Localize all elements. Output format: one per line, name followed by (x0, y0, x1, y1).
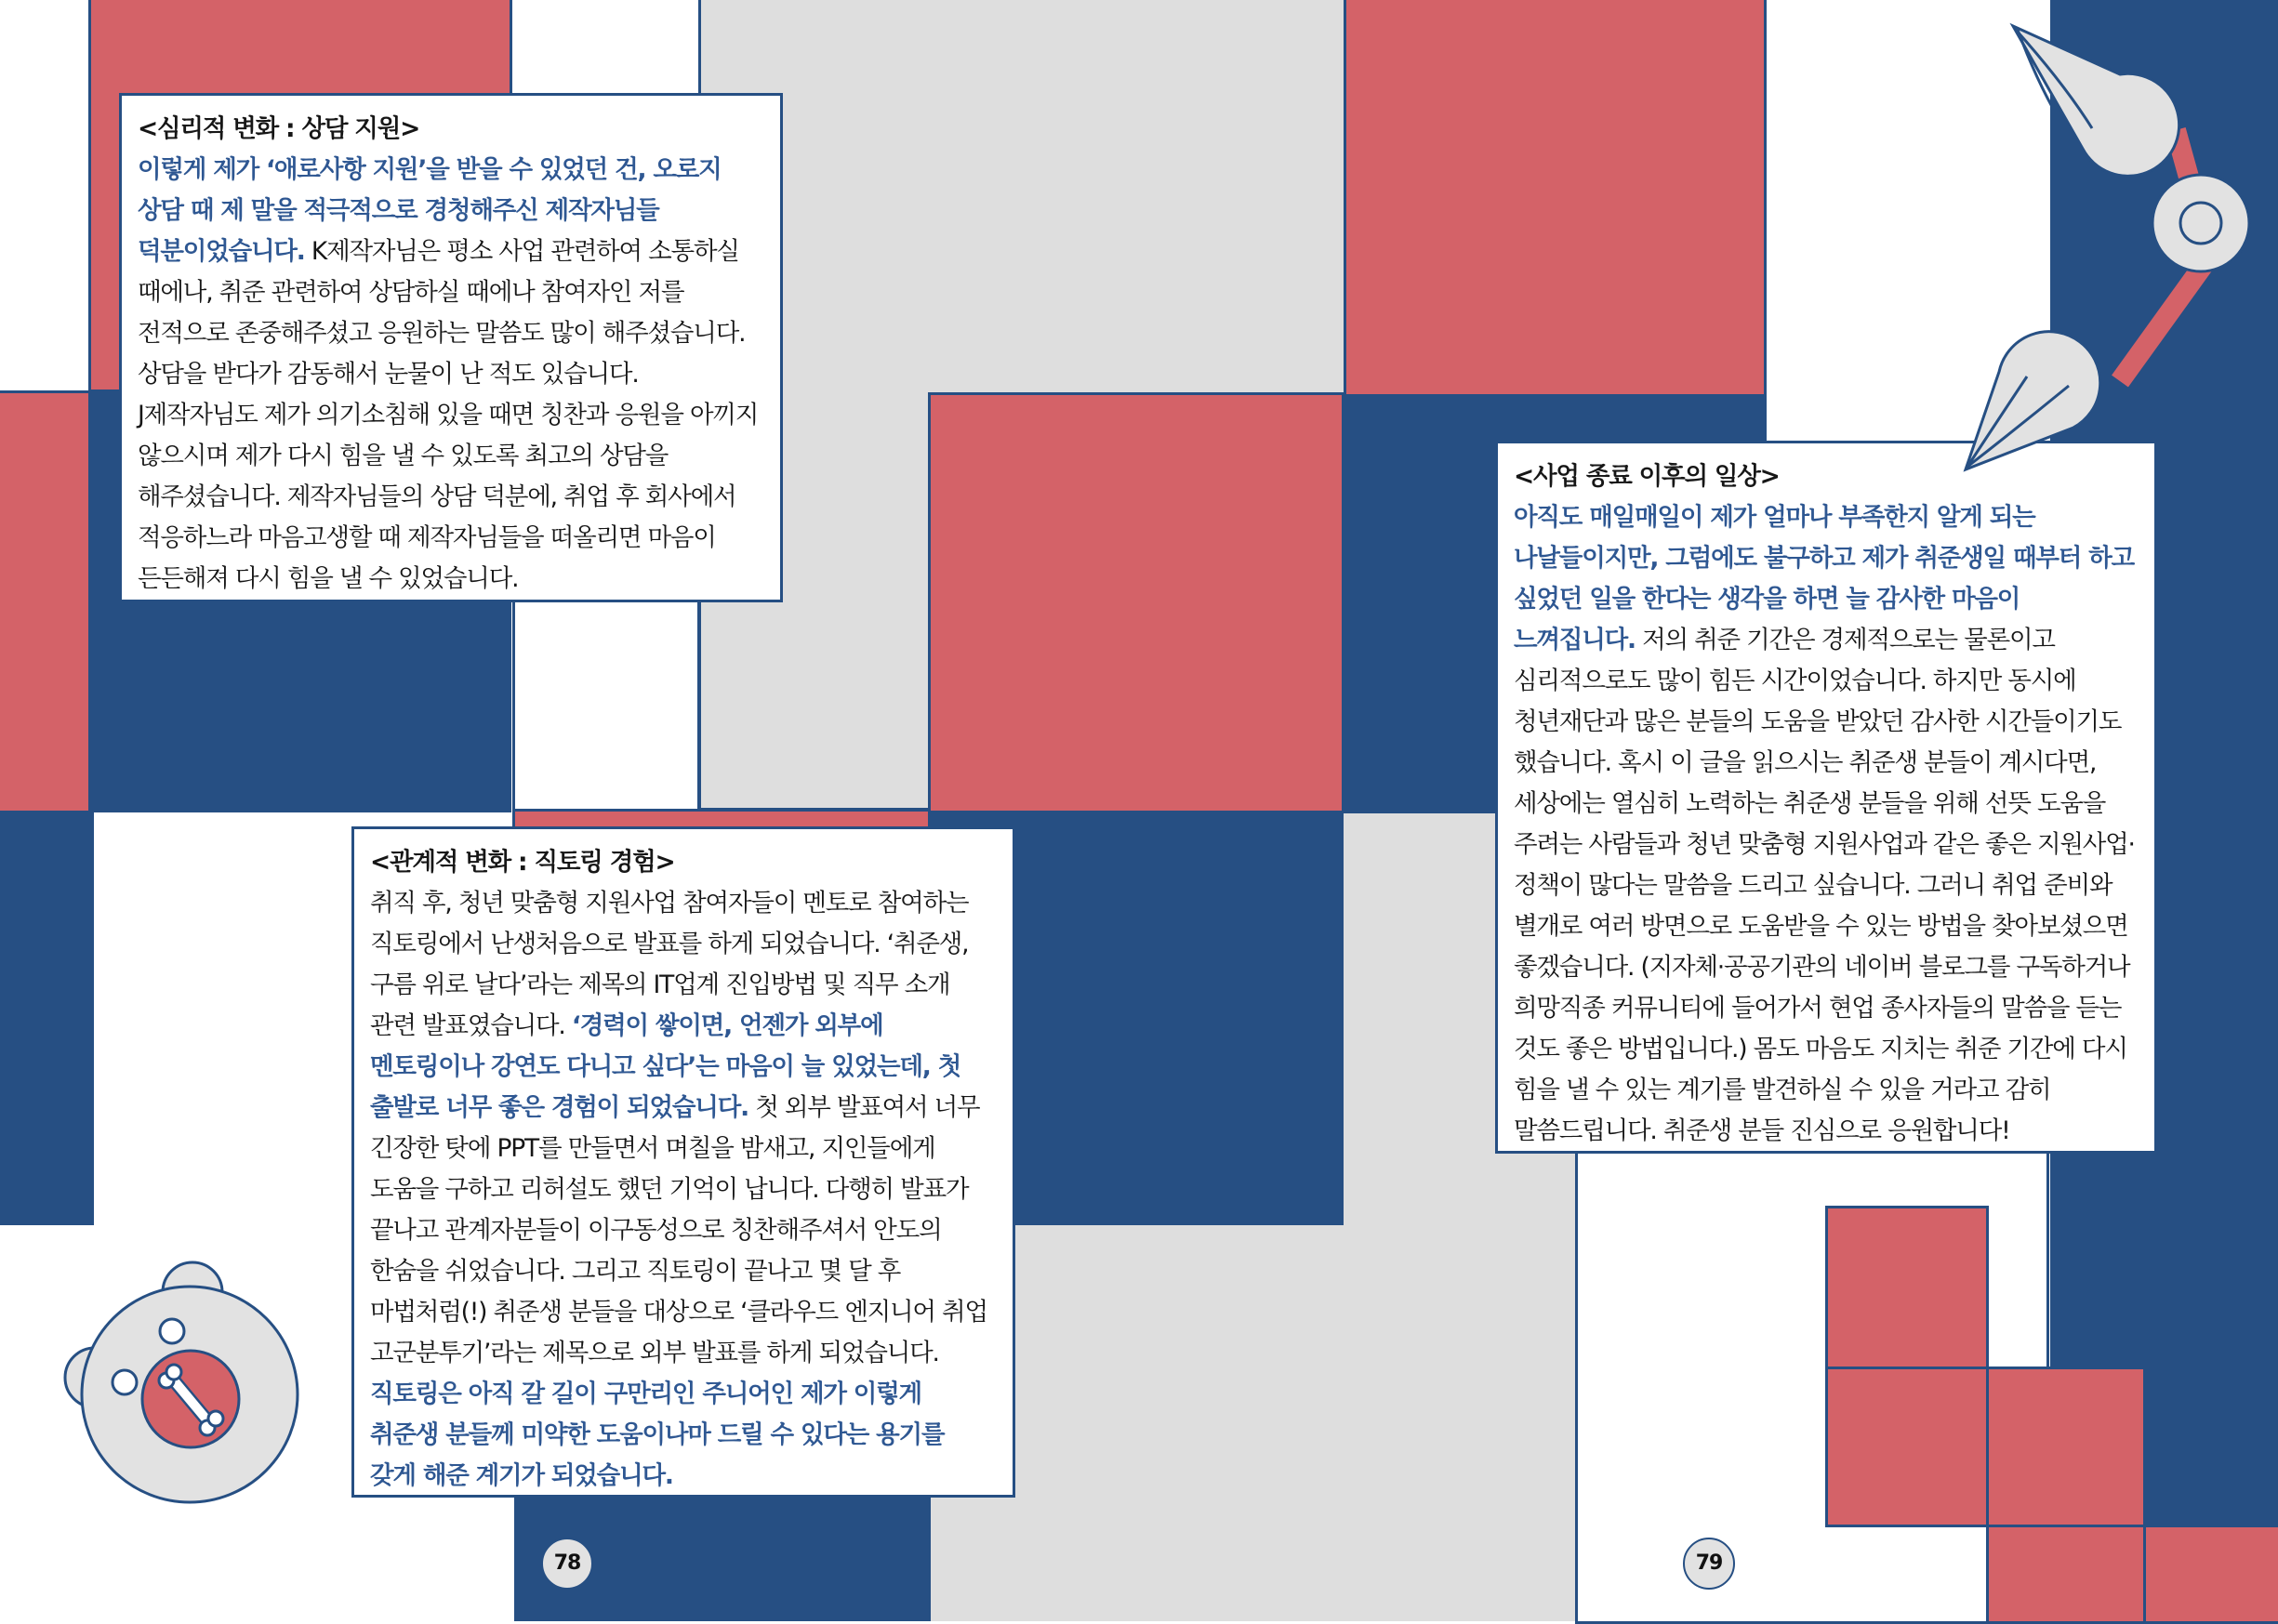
bg-block (1825, 1206, 1989, 1369)
page-number-right: 79 (1683, 1538, 1735, 1590)
leaf-link-icon (1953, 19, 2269, 483)
card-body: 취직 후, 청년 맞춤형 지원사업 참여자들이 멘토로 참여하는 직토링에서 난생처음으로 발표를 하게 되었습니다. ‘취준생, 구름 위로 날다’라는 제목의 IT업계 진입방법 및 직무 소개 관련 발표였습니다. (370, 889, 969, 1040)
bg-block (2143, 1525, 2278, 1624)
bg-block (1344, 0, 1767, 397)
card-heading: <사업 종료 이후의 일상> (1514, 462, 1780, 491)
card-highlight: ‘경력이 쌓이면, 언젠가 외부에 멘토링이나 강연도 다니고 싶다’는 마음이 늘 있었는데, 첫 출발로 너무 좋은 경험이 되었습니다. (370, 1011, 961, 1122)
card-body: K제작자님은 평소 사업 관련하여 소통하실 때에나, 취준 관련하여 상담하실 때에나 참여자인 저를 전적으로 존중해주셨고 응원하는 말씀도 많이 해주셨습니다. 상담을 받다가 감동해서 눈물이 난 적도 있습니다. J제작자님도 제가 의기소침해 있을 때면 칭찬과 응원을 아끼지 않으시며 제가 다시 힘을 낼 수 있도록 최고의 상담을 해주셨습니다. 제작자님들의 상담 덕분에, 취업 후 회사에서 적응하느라 마음고생할 때 제작자님들을 떠올리면 마음이 든든해져 다시 힘을 낼 수 있었습니다. (138, 237, 759, 593)
bg-block (1986, 1367, 2146, 1527)
bg-block (1986, 1525, 2146, 1624)
bg-block (1825, 1367, 1989, 1527)
bear-bone-icon (39, 1250, 309, 1511)
card-heading: <관계적 변화 : 직토링 경험> (370, 848, 675, 877)
card-body: 첫 외부 발표여서 너무 긴장한 탓에 PPT를 만들면서 며칠을 밤새고, 지인들에게 도움을 구하고 리허설도 했던 기억이 납니다. 다행히 발표가 끝나고 관계자분들이 이구동성으로 칭찬해주셔서 안도의 한숨을 쉬었습니다. 그리고 직토링이 끝나고 몇 달 후 마법처럼(!) 취준생 분들을 대상으로 ‘클라우드 엔지니어 취업 고군분투기’라는 제목으로 외부 발표를 하게 되었습니다. (370, 1093, 987, 1367)
bg-block (0, 390, 91, 813)
text-card-after-program (1495, 441, 2157, 1154)
card-heading: <심리적 변화 : 상담 지원> (138, 114, 420, 143)
text-card-counseling (119, 93, 783, 602)
card-highlight: 이렇게 제가 ‘애로사항 지원’을 받을 수 있었던 건, 오로지 상담 때 제 말을 적극적으로 경청해주신 제작자님들 덕분이었습니다. (138, 155, 722, 266)
bg-block (0, 811, 94, 1225)
card-body: 저의 취준 기간은 경제적으로는 물론이고 심리적으로도 많이 힘든 시간이었습니다. 하지만 동시에 청년재단과 많은 분들의 도움을 받았던 감사한 시간들이기도 했습니다. 혹시 이 글을 읽으시는 취준생 분들이 계시다면, 세상에는 열심히 노력하는 취준생 분들을 위해 선뜻 도움을 주려는 사람들과 청년 맞춤형 지원사업과 같은 좋은 지원사업·정책이 많다는 말씀을 드리고 싶습니다. 그러니 취업 준비와 별개로 여러 방면으로 도움받을 수 있는 방법을 찾아보셨으면 좋겠습니다. (지자체·공공기관의 네이버 블로그를 구독하거나 희망직종 커뮤니티에 들어가서 현업 종사자들의 말씀을 듣는 것도 좋은 방법입니다.) 몸도 마음도 지치는 취준 기간에 다시 힘을 낼 수 있는 계기를 발견하실 수 있을 거라고 감히 말씀드립니다. 취준생 분들 진심으로 응원합니다! (1514, 626, 2135, 1145)
text-card-jiktoring (351, 826, 1015, 1498)
page-number-left: 78 (541, 1538, 593, 1590)
bg-block (928, 392, 1344, 814)
card-highlight: 아직도 매일매일이 제가 얼마나 부족한지 알게 되는 나날들이지만, 그럼에도 불구하고 제가 취준생일 때부터 하고 싶었던 일을 한다는 생각을 하면 늘 감사한 마음이 느껴집니다. (1514, 503, 2134, 654)
card-highlight: 직토링은 아직 갈 길이 구만리인 주니어인 제가 이렇게 취준생 분들께 미약한 도움이나마 드릴 수 있다는 용기를 갖게 해준 계기가 되었습니다. (370, 1380, 945, 1490)
